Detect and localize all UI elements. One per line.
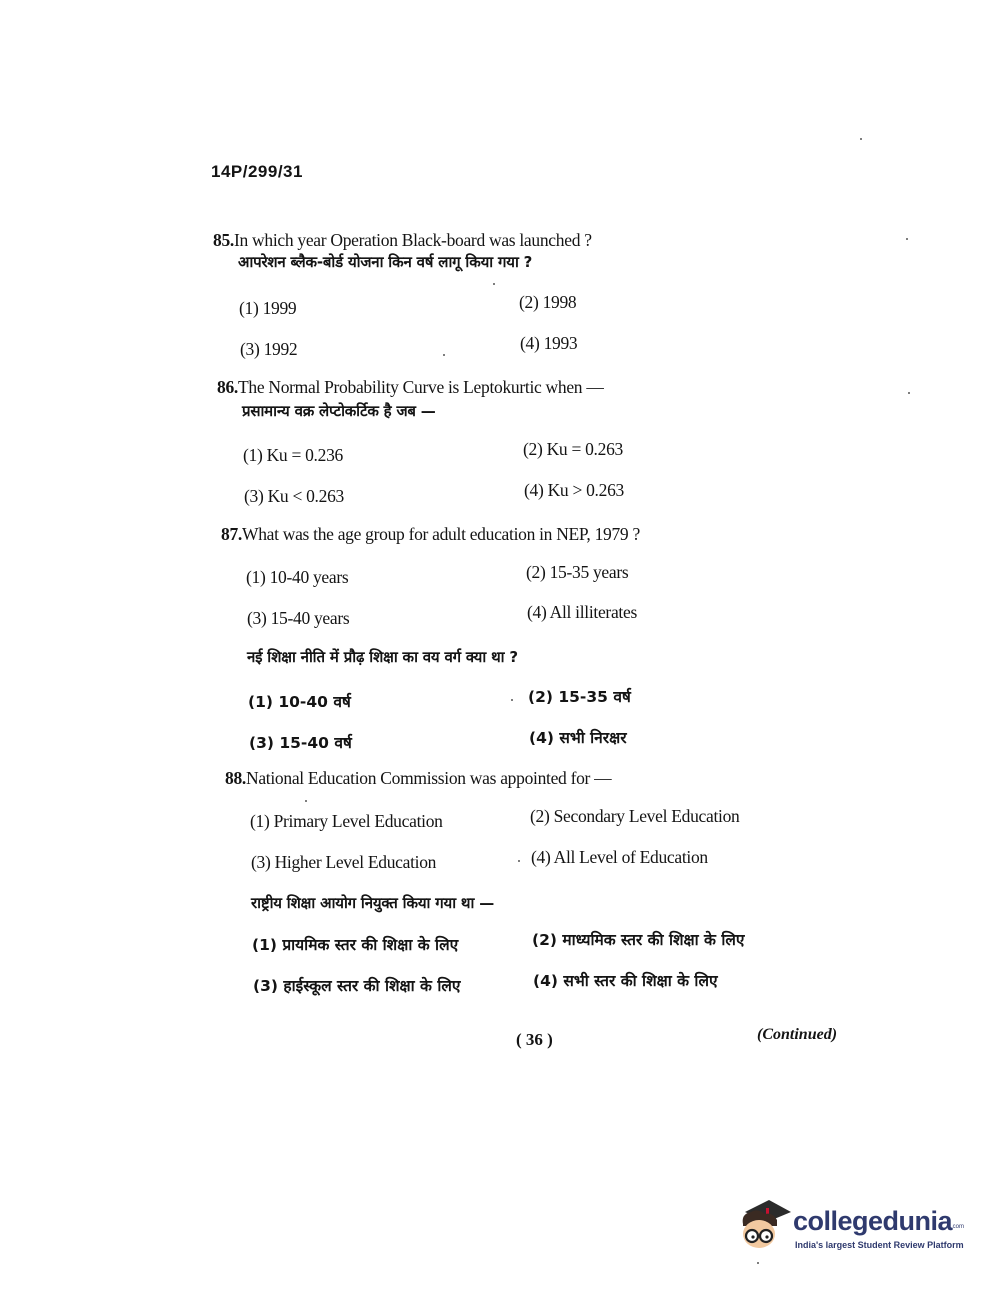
option-4-hi: (4) सभी स्तर की शिक्षा के लिए — [533, 972, 718, 990]
collegedunia-watermark — [735, 1196, 965, 1256]
option-3: (3) 1992 — [240, 339, 298, 359]
mascot-icon — [735, 1196, 795, 1256]
question-text-en: National Education Commission was appointed for — — [245, 768, 612, 788]
option-1-hi: (1) प्रायमिक स्तर की शिक्षा के लिए — [252, 936, 459, 954]
scan-speck — [493, 283, 495, 285]
option-4: (4) 1993 — [520, 333, 578, 353]
option-2: (2) 15-35 years — [526, 562, 629, 582]
option-4: (4) All Level of Education — [531, 847, 708, 867]
option-3-hi: (3) हाईस्कूल स्तर की शिक्षा के लिए — [253, 977, 461, 995]
brand-tagline: India's largest Student Review Platform — [795, 1240, 964, 1250]
option-4: (4) All illiterates — [527, 602, 637, 622]
scan-speck — [511, 699, 513, 701]
option-2: (2) Secondary Level Education — [530, 806, 740, 826]
question-87 — [221, 524, 640, 545]
question-text-hi: आपरेशन ब्लैक-बोर्ड योजना किन वर्ष लागू किया गया ? — [238, 253, 533, 271]
question-text-hi: नई शिक्षा नीति में प्रौढ़ शिक्षा का वय वर्ग क्या था ? — [247, 648, 518, 666]
question-88 — [225, 768, 611, 789]
option-3-hi: (3) 15-40 वर्ष — [249, 734, 352, 752]
question-text-hi: प्रसामान्य वक्र लेप्टोकर्टिक है जब — — [242, 402, 436, 420]
question-text-en: In which year Operation Black-board was launched ? — [233, 230, 592, 250]
option-3: (3) 15-40 years — [247, 608, 350, 628]
scan-speck — [908, 392, 910, 394]
brand-name: collegedunia — [793, 1206, 953, 1236]
question-number: 88. — [225, 768, 246, 788]
scan-speck — [443, 354, 445, 356]
question-text-en: The Normal Probability Curve is Leptokurtic when — — [237, 377, 604, 397]
scan-speck — [757, 1262, 759, 1264]
paper-code: 14P/299/31 — [211, 162, 303, 181]
question-86 — [217, 377, 604, 398]
brand-domain: .com — [951, 1224, 965, 1230]
question-85 — [213, 230, 592, 251]
question-number: 86. — [217, 377, 238, 397]
scan-speck — [305, 800, 307, 802]
option-2: (2) 1998 — [519, 292, 577, 312]
continued-label: (Continued) — [757, 1026, 838, 1043]
question-text-hi: राष्ट्रीय शिक्षा आयोग नियुक्त किया गया था — — [251, 894, 494, 912]
scan-speck — [518, 860, 520, 862]
scan-speck — [906, 238, 908, 240]
option-3: (3) Higher Level Education — [251, 852, 437, 872]
question-number: 87. — [221, 524, 242, 544]
page-number: ( 36 ) — [516, 1030, 553, 1049]
option-2-hi: (2) 15-35 वर्ष — [528, 688, 631, 706]
option-1-hi: (1) 10-40 वर्ष — [248, 693, 351, 711]
option-4: (4) Ku > 0.263 — [524, 480, 624, 500]
question-text-en: What was the age group for adult education in NEP, 1979 ? — [241, 524, 640, 544]
option-1: (1) Primary Level Education — [250, 811, 443, 831]
option-2: (2) Ku = 0.263 — [523, 439, 623, 459]
option-1: (1) 1999 — [239, 298, 297, 318]
option-2-hi: (2) माध्यमिक स्तर की शिक्षा के लिए — [532, 931, 745, 949]
option-1: (1) 10-40 years — [246, 567, 349, 587]
option-1: (1) Ku = 0.236 — [243, 445, 343, 465]
option-4-hi: (4) सभी निरक्षर — [529, 729, 627, 747]
question-number: 85. — [213, 230, 234, 250]
scan-speck — [860, 138, 862, 140]
option-3: (3) Ku < 0.263 — [244, 486, 344, 506]
